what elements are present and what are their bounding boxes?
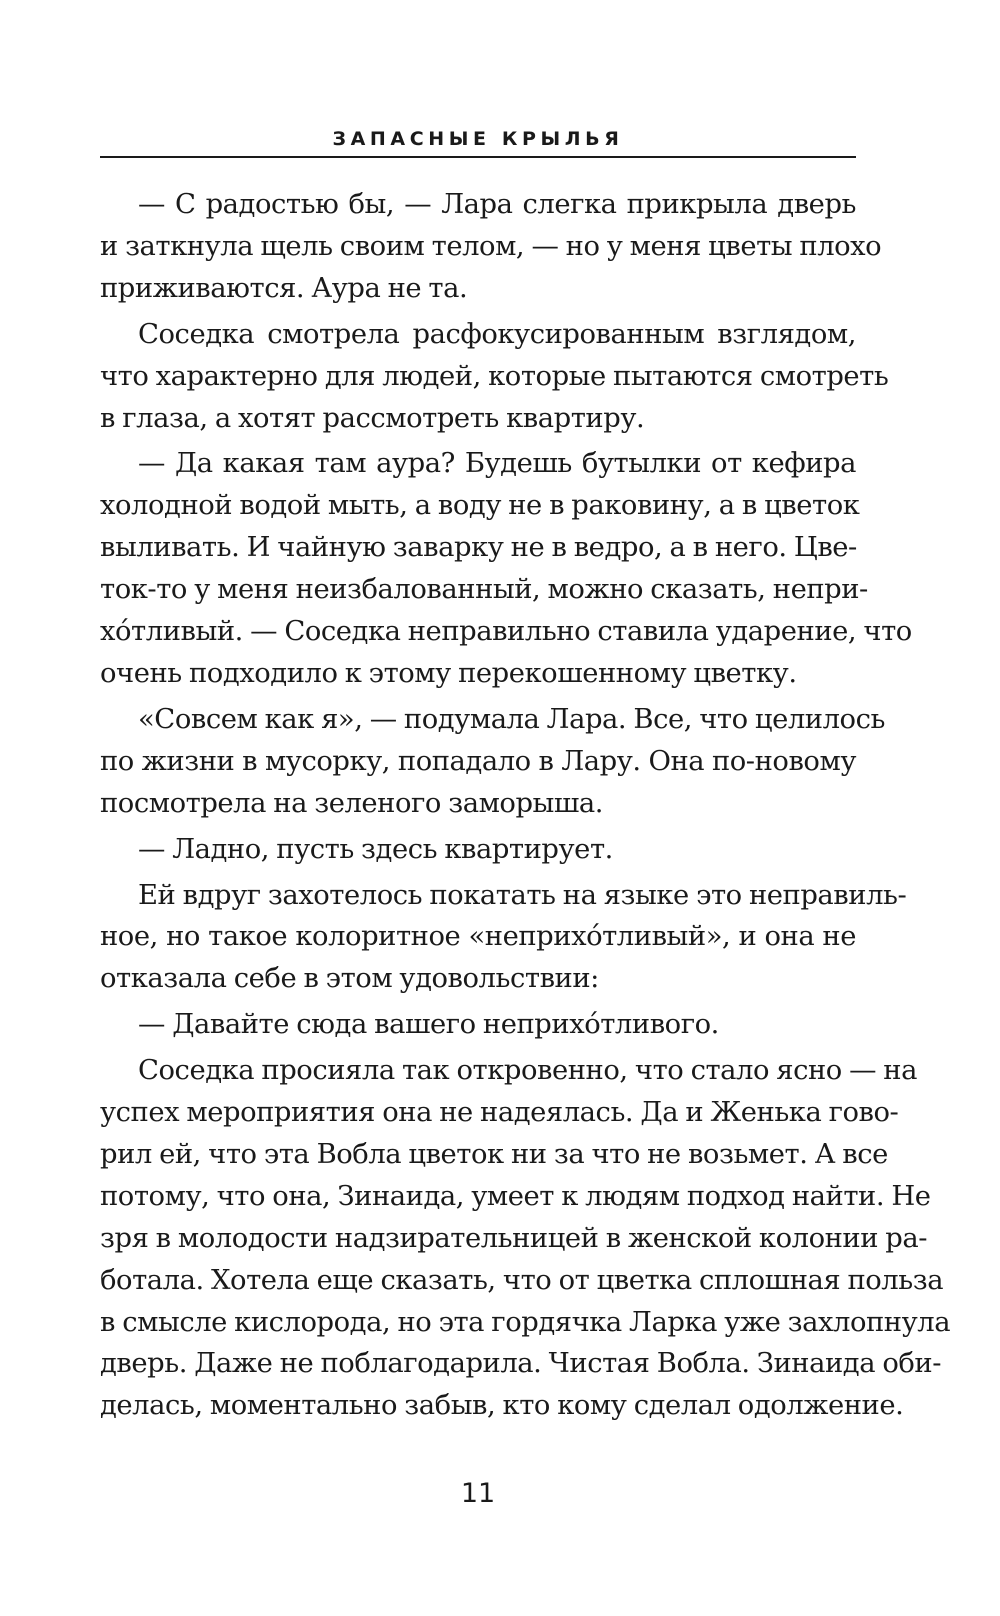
text-line: отказала себе в этом удовольствии: xyxy=(100,963,599,995)
text-line: рил ей, что эта Вобла цветок ни за что не возьмет. А все xyxy=(100,1138,888,1170)
text-line: очень подходило к этому перекошенному цветку. xyxy=(100,657,797,689)
text-line: хóтливый. — Соседка неправильно ставила ударение, что xyxy=(100,616,912,648)
text-line: Соседка просияла так откровенно, что стало ясно — на xyxy=(138,1055,917,1087)
text-line: ное, но такое колоритное «неприхóтливый», и она не xyxy=(100,921,856,953)
text-line: «Совсем как я», — подумала Лара. Все, что целилось xyxy=(138,703,885,735)
text-line: ток-то у меня неизбалованный, можно сказать, непри- xyxy=(100,574,868,606)
text-line: — Да какая там аура? Будешь бутылки от кефира xyxy=(138,448,856,480)
text-line: посмотрела на зеленого заморыша. xyxy=(100,787,604,819)
text-line: что характерно для людей, которые пытаются смотреть xyxy=(100,360,889,392)
text-line: Ей вдруг захотелось покатать на языке это неправиль- xyxy=(138,879,907,911)
text-line: холодной водой мыть, а воду не в раковину, а в цветок xyxy=(100,490,860,522)
text-line: успех мероприятия она не надеялась. Да и Женька гово- xyxy=(100,1097,899,1129)
page-number: 11 xyxy=(460,1478,496,1509)
text-line: дверь. Даже не поблагодарила. Чистая Вобла. Зинаида оби- xyxy=(100,1348,942,1380)
text-line: Соседка смотрела расфокусированным взглядом, xyxy=(138,318,856,350)
body-text xyxy=(100,184,951,1427)
text-line: — С радостью бы, — Лара слегка прикрыла дверь xyxy=(138,189,856,220)
text-line: делась, моментально забыв, кто кому сделал одолжение. xyxy=(100,1390,904,1422)
text-line: в смысле кислорода, но эта гордячка Ларка уже захлопнула xyxy=(100,1306,951,1338)
header-rule xyxy=(100,156,856,158)
text-line: и заткнула щель своим телом, — но у меня цветы плохо xyxy=(100,230,882,262)
text-line: по жизни в мусорку, попадало в Лару. Она по-новому xyxy=(100,745,856,777)
text-line: ботала. Хотела еще сказать, что от цветка сплошная польза xyxy=(100,1264,944,1296)
text-line: выливать. И чайную заварку не в ведро, а в него. Цве- xyxy=(100,532,857,564)
text-line: зря в молодости надзирательницей в женской колонии ра- xyxy=(100,1222,928,1254)
text-line: — Давайте сюда вашего неприхóтливого. xyxy=(138,1009,719,1041)
text-line: приживаются. Аура не та. xyxy=(100,272,468,304)
running-header: ЗАПАСНЫЕ КРЫЛЬЯ xyxy=(332,128,624,150)
text-line: в глаза, а хотят рассмотреть квартиру. xyxy=(100,402,645,434)
text-line: — Ладно, пусть здесь квартирует. xyxy=(138,833,613,865)
text-line: потому, что она, Зинаида, умеет к людям подход найти. Не xyxy=(100,1180,931,1212)
